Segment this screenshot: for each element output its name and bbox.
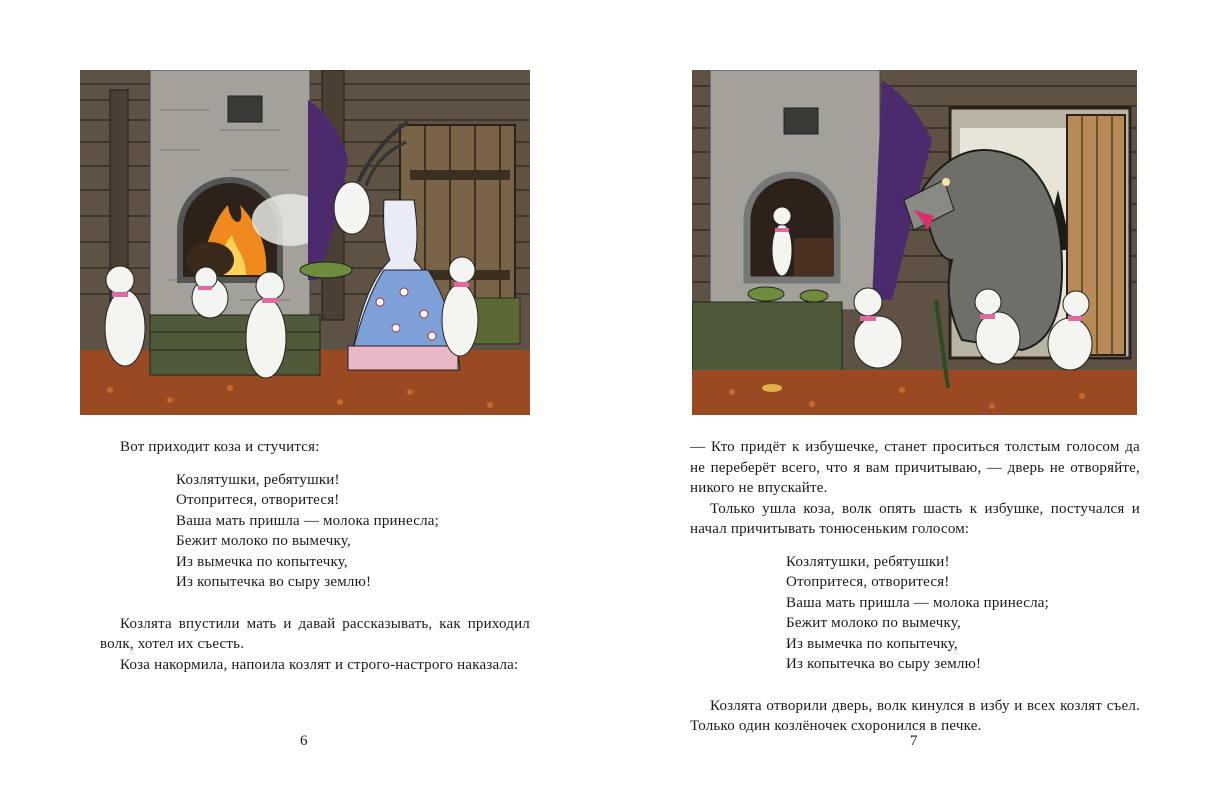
paragraph: Коза накормила, напоила козлят и строго-настрого наказала: [120, 656, 519, 673]
right-text-block [690, 437, 1140, 737]
song-verse [690, 552, 1140, 675]
illustration-wolf-enters-hut [692, 70, 1137, 415]
paragraph: Козлята отворили дверь, волк кинулся в избу и всех козлят съел. Только один козлёночек схоронился в печке. [690, 697, 1140, 734]
verse-line: Козлятушки, ребятушки! [176, 471, 340, 488]
page-number: 6 [300, 733, 308, 749]
paragraph: Только ушла коза, волк опять шасть к избушке, постучался и начал причитывать тонюсеньким голосом: [690, 500, 1140, 537]
illustration-goat-feeding-kids [80, 70, 530, 415]
illustration-wolf-enters-hut-art [692, 70, 1137, 415]
verse-line: Из копытечка во сыру землю! [786, 656, 982, 672]
verse-line: Отопритеся, отворитеся! [786, 574, 950, 590]
verse-line: Из вымечка по копытечку, [786, 635, 958, 652]
intro-line: Вот приходит коза и стучится: [120, 439, 320, 455]
song-verse [100, 470, 530, 593]
verse-line: Из копытечка во сыру землю! [176, 574, 372, 590]
right-page [610, 0, 1219, 794]
illustration-goat-feeding-kids-art [80, 70, 530, 415]
verse-line: Козлятушки, ребятушки! [786, 553, 950, 570]
page-number: 7 [910, 733, 918, 749]
verse-line: Ваша мать пришла — молока принесла; [176, 512, 440, 529]
verse-line: Бежит молоко по вымечку, [786, 615, 961, 631]
left-page [0, 0, 609, 794]
verse-line: Отопритеся, отворитеся! [176, 492, 340, 508]
verse-line: Ваша мать пришла — молока принесла; [786, 594, 1050, 611]
left-text-block [100, 437, 530, 675]
paragraph: — Кто придёт к избушечке, станет проситься толстым голосом да не переберёт всего, что я вам причитываю, — дверь не отворяйте, никого не впускайте. [690, 439, 1140, 496]
paragraph: Козлята впустили мать и давай рассказывать, как приходил волк, хотел их съесть. [100, 615, 530, 652]
verse-line: Из вымечка по копытечку, [176, 553, 348, 570]
verse-line: Бежит молоко по вымечку, [176, 533, 351, 549]
